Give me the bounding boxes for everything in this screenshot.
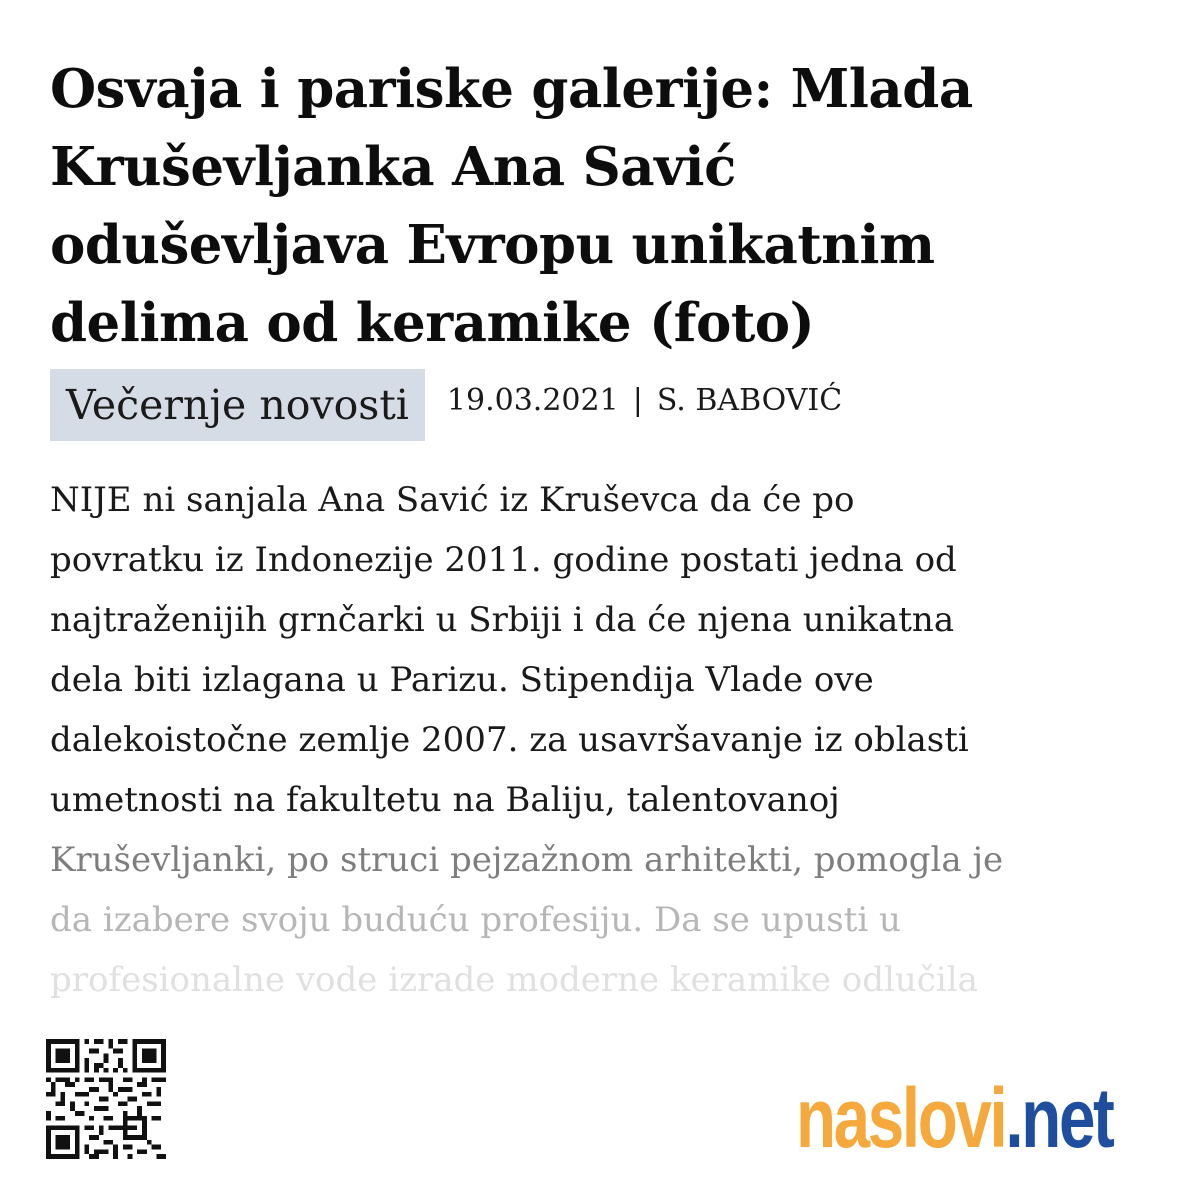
headline-line: oduševljava Evropu unikatnim xyxy=(50,214,935,276)
body-line: dela biti izlagana u Parizu. Stipendija Vlade ove xyxy=(50,660,874,700)
publish-date: 19.03.2021 xyxy=(446,383,619,418)
headline-line: delima od keramike (foto) xyxy=(50,292,815,354)
site-logo[interactable] xyxy=(796,1058,1113,1168)
article-headline xyxy=(50,50,1160,362)
body-line: NIJE ni sanjala Ana Savić iz Kruševca da će po xyxy=(50,480,855,520)
body-line: povratku iz Indonezije 2011. godine postati jedna od xyxy=(50,540,957,580)
article-meta xyxy=(50,369,842,441)
logo-suffix: .net xyxy=(1005,1071,1113,1165)
qr-code-icon[interactable] xyxy=(46,1039,166,1159)
meta-text xyxy=(447,383,842,418)
source-badge[interactable]: Večernje novosti xyxy=(50,369,425,441)
headline-line: Osvaja i pariske galerije: Mlada xyxy=(50,58,973,120)
body-line: najtraženijih grnčarki u Srbiji i da će njena unikatna xyxy=(50,600,955,640)
meta-separator: | xyxy=(632,383,643,418)
article-body xyxy=(50,470,1160,1010)
body-line: Kruševljanki, po struci pejzažnom arhitekti, pomogla je xyxy=(50,840,1004,880)
body-line: umetnosti na fakultetu na Baliju, talentovanoj xyxy=(50,780,840,820)
body-line: profesionalne vode izrade moderne keramike odlučila xyxy=(50,960,978,1000)
headline-line: Kruševljanka Ana Savić xyxy=(50,136,736,198)
author-name: S. BABOVIĆ xyxy=(656,383,843,418)
logo-text: naslovi xyxy=(796,1071,1006,1165)
body-line: da izabere svoju buduću profesiju. Da se upusti u xyxy=(50,900,901,940)
body-line: dalekoistočne zemlje 2007. za usavršavanje iz oblasti xyxy=(50,720,969,760)
